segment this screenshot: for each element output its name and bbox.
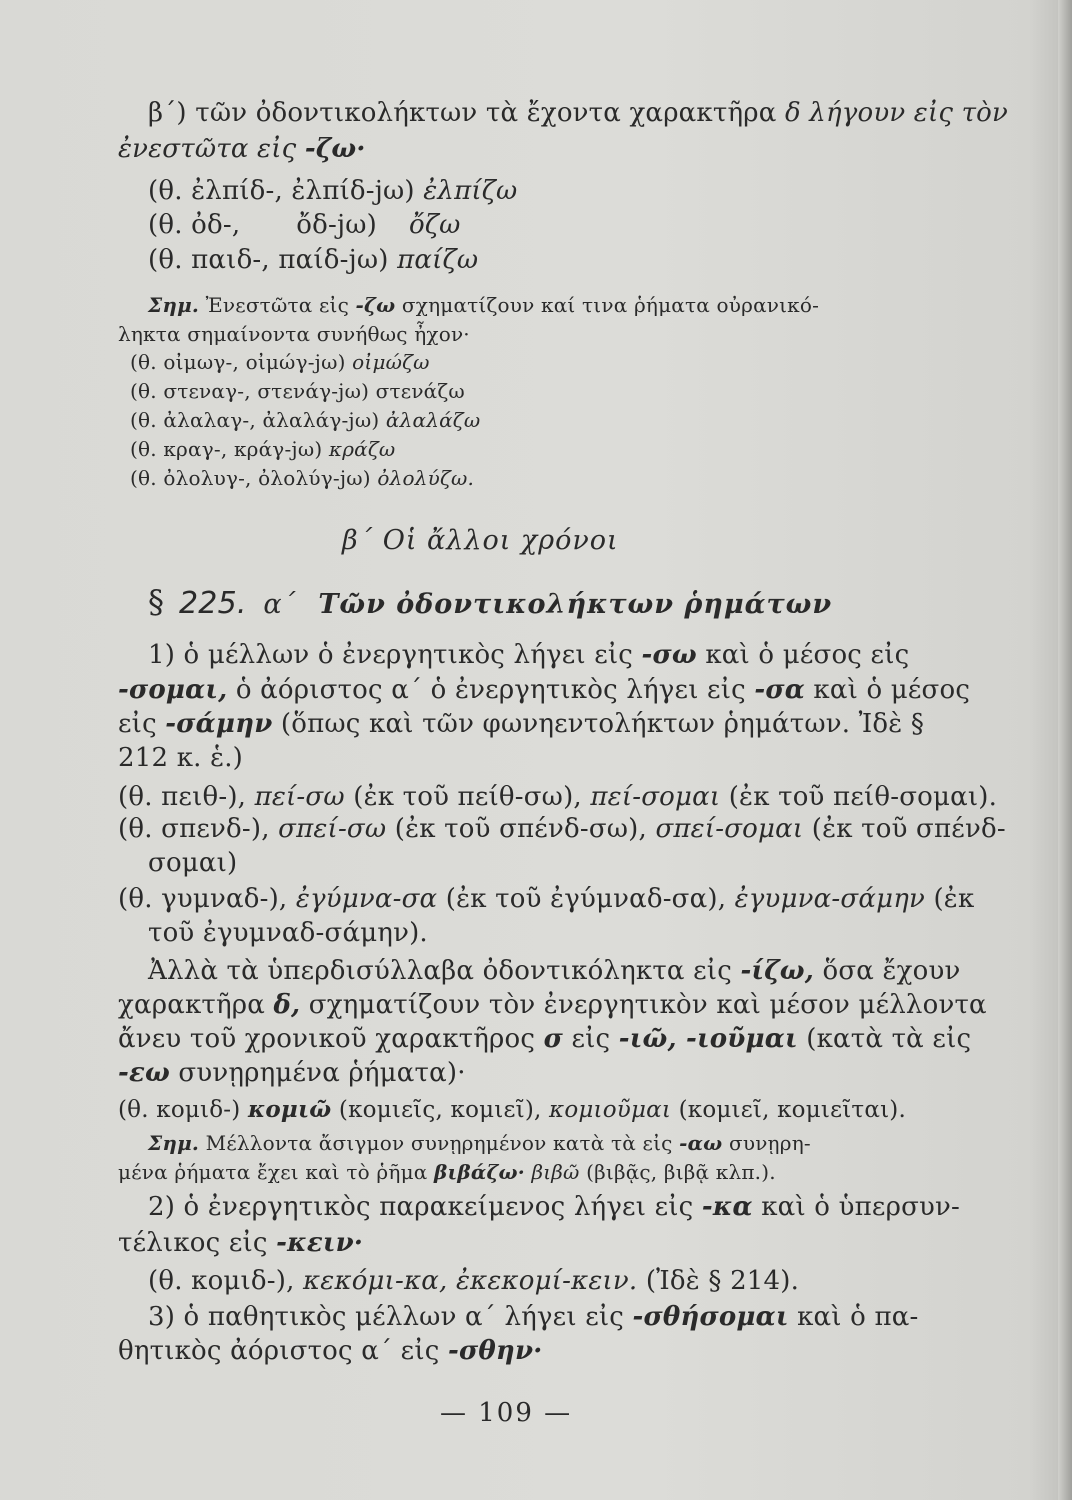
page-edge — [1058, 0, 1072, 1500]
text-line: -εω συνῃρημένα ῥήματα)· — [118, 1058, 466, 1088]
section-heading: § 225. α΄ Τῶν ὀδοντικολήκτων ῥημάτων — [148, 583, 833, 621]
text-line: τοῦ ἐγυμναδ-σάμην). — [148, 918, 428, 948]
text-line: (θ. σπενδ-), σπεί-σω (ἐκ τοῦ σπένδ-σω), σπεί-σομαι (ἐκ τοῦ σπένδ- — [118, 814, 1006, 844]
text-line: Σημ. Μέλλοντα ἄσιγμον συνῃρημένον κατὰ τὰ εἰς -αω συνῃρη- — [148, 1131, 811, 1155]
text-line: (θ. κομιδ-), κεκόμι-κα, ἐκεκομί-κειν. (Ἰδὲ § 214). — [148, 1266, 800, 1296]
text-line: 1) ὁ μέλλων ὁ ἐνεργητικὸς λήγει εἰς -σω καὶ ὁ μέσος εἰς — [148, 640, 910, 670]
text-line: εἰς -σάμην (ὅπως καὶ τῶν φωνηεντολήκτων ῥημάτων. Ἰδὲ § — [118, 709, 925, 739]
text-line: (θ. κραγ-, κράγ-jω) κράζω — [130, 437, 396, 461]
text-line: ληκτα σημαίνοντα συνήθως ἦχον· — [118, 322, 470, 346]
text-line: Σημ. Ἐνεστῶτα εἰς -ζω σχηματίζουν καί τινα ῥήματα οὐρανικό- — [148, 293, 820, 317]
text-line: (θ. πειθ-), πεί-σω (ἐκ τοῦ πείθ-σω), πεί-σομαι (ἐκ τοῦ πείθ-σομαι). — [118, 782, 998, 812]
text-line: ἐνεστῶτα εἰς -ζω· — [118, 134, 366, 164]
text-line: ἄνευ τοῦ χρονικοῦ χαρακτῆρος σ εἰς -ιῶ, -ιοῦμαι (κατὰ τὰ εἰς — [118, 1024, 972, 1054]
text-line: (θ. οἰμωγ-, οἰμώγ-jω) οἰμώζω — [130, 350, 430, 374]
text-line: (θ. ὀδ-, ὄδ-jω) ὄζω — [148, 210, 461, 240]
text-line: 3) ὁ παθητικὸς μέλλων α΄ λήγει εἰς -σθήσομαι καὶ ὁ πα- — [148, 1302, 919, 1332]
text-line: (θ. στεναγ-, στενάγ-jω) στενάζω — [130, 379, 465, 403]
text-line: (θ. παιδ-, παίδ-jω) παίζω — [148, 245, 479, 275]
text-line: χαρακτῆρα δ, σχηματίζουν τὸν ἐνεργητικὸν καὶ μέσον μέλλοντα — [118, 990, 987, 1020]
text-line: -σομαι, ὁ ἀόριστος α΄ ὁ ἐνεργητικὸς λήγει εἰς -σα καὶ ὁ μέσος — [118, 675, 971, 705]
text-line: μένα ῥήματα ἔχει καὶ τὸ ῥῆμα βιβάζω· βιβῶ (βιβᾷς, βιβᾷ κλπ.). — [118, 1160, 776, 1184]
text-line: (θ. γυμναδ-), ἐγύμνα-σα (ἐκ τοῦ ἐγύμναδ-σα), ἐγυμνα-σάμην (ἐκ — [118, 884, 975, 914]
text-line: τέλικος εἰς -κειν· — [118, 1228, 364, 1258]
text-line: 2) ὁ ἐνεργητικὸς παρακείμενος λήγει εἰς -κα καὶ ὁ ὑπερσυν- — [148, 1192, 961, 1222]
page-number: — 109 — — [440, 1398, 573, 1428]
chapter-heading: β΄ Οἱ ἄλλοι χρόνοι — [342, 525, 619, 556]
text-line: (θ. κομιδ-) κομιῶ (κομιεῖς, κομιεῖ), κομιοῦμαι (κομιεῖ, κομιεῖται). — [118, 1096, 906, 1123]
text-line: (θ. ἀλαλαγ-, ἀλαλάγ-jω) ἀλαλάζω — [130, 408, 481, 432]
text-line: (θ. ἐλπίδ-, ἐλπίδ-jω) ἐλπίζω — [148, 176, 518, 206]
text-line: Ἀλλὰ τὰ ὑπερδισύλλαβα ὀδοντικόληκτα εἰς -ίζω, ὅσα ἔχουν — [148, 956, 961, 986]
text-line: σομαι) — [148, 848, 238, 878]
text-line: θητικὸς ἀόριστος α΄ εἰς -σθην· — [118, 1336, 543, 1366]
text-line: β΄) τῶν ὀδοντικολήκτων τὰ ἔχοντα χαρακτῆρα δ λήγουν εἰς τὸν — [148, 98, 1009, 128]
text-line: 212 κ. ἑ.) — [118, 743, 244, 773]
text-line: (θ. ὀλολυγ-, ὀλολύγ-jω) ὀλολύζω. — [130, 466, 475, 490]
